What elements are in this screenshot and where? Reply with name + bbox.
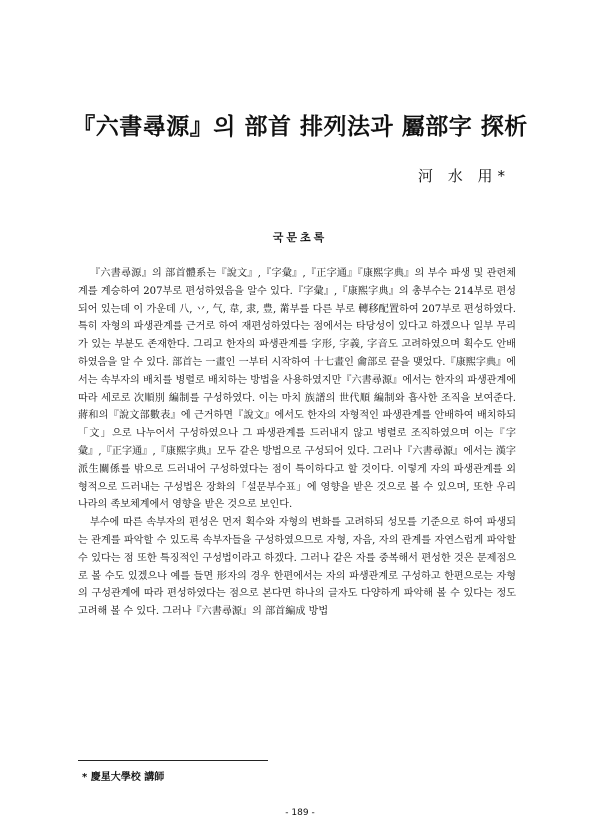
footnote-divider [78,760,268,761]
abstract-paragraph-1: 『六書尋源』의 部首體系는『說文』,『字彙』,『正字通』『康熙字典』의 부수 파생 및 관련체계를 계승하여 207부로 편성하였음을 알수 있다.『字彙』,『康熙字典』의 총부수는 214부로 편성되어 있는데 이 가운데 八, 丷, 气, 韋, 隶, 豊, 黹부를 다른 부로 轉移配置하여 207부로 편성하였다. 특히 자형의 파생관계를 근거로 하여 재편성하였다는 점에서는 타당성이 있다고 하겠으나 일부 무리가 있는 부분도 존재한다. 그리고 한자의 파생관계를 字形, 字義, 字音도 고려하였으며 획수도 안배하였음을 알 수 있다. 部首는 一畫인 一부터 시작하여 十七畫인 龠部로 끝을 맺었다.『康熙字典』에서는 속부자의 배치를 병렬로 배치하는 방법을 사용하였지만『六書尋源』에서는 한자의 파생관계에 따라 세로로 次順別 編制를 구성하였다. 이는 마치 族譜의 世代順 編制와 흡사한 조직을 보여준다. 蔣和의『說文部數表』에 근거하면『說文』에서도 한자의 자형적인 파생관계를 안배하여 배치하되「文」으로 나누어서 구성하였으나 그 파생관계를 드러내지 않고 병렬로 조직하였으며 이는『字彙』,『正字通』,『康熙字典』모두 같은 방법으로 구성되어 있다. 그러나『六書尋源』에서는 漢字派生關係를 밖으로 드러내어 구성하였다는 점이 특이하다고 할 것이다. 이렇게 자의 파생관계를 외형적으로 드러내는 구성법은 장화의「설문부수표」에 영향을 받은 것으로 볼 수 있으며, 또한 우리나라의 족보체계에서 영향을 받은 것으로 보인다. [78,268,516,511]
paper-title: 『六書尋源』의 部首 排列法과 屬部字 探析 [72,114,528,140]
abstract-paragraph-2: 부수에 따른 속부자의 편성은 먼저 획수와 자형의 변화를 고려하되 성모를 기준으로 하여 파생되는 관계를 파악할 수 있도록 속부자들을 구성하였으므로 자형, 자음, 자의 관계를 자연스럽게 파악할 수 있다는 점 또한 특징적인 구성법이라고 하겠다. 그러나 같은 자를 중복해서 편성한 것은 문제점으로 볼 수도 있겠으나 예를 들면 形자의 경우 한편에서는 자의 파생관계로 구성하고 한편으로는 자형의 구성관계에 따라 편성하였다는 점으로 본다면 하나의 글자도 다양하게 파악해 볼 수 있다는 정도 고려해 볼 수 있다. 그러나『六書尋源』의 部首編成 방법 [78,517,516,618]
author-name: 河 水 用* [417,167,510,185]
abstract-body [78,265,516,621]
author-footnote: * 慶星大學校 講師 [82,772,165,783]
page-number: - 189 - [285,808,315,818]
abstract-heading: 국문초록 [272,231,328,244]
